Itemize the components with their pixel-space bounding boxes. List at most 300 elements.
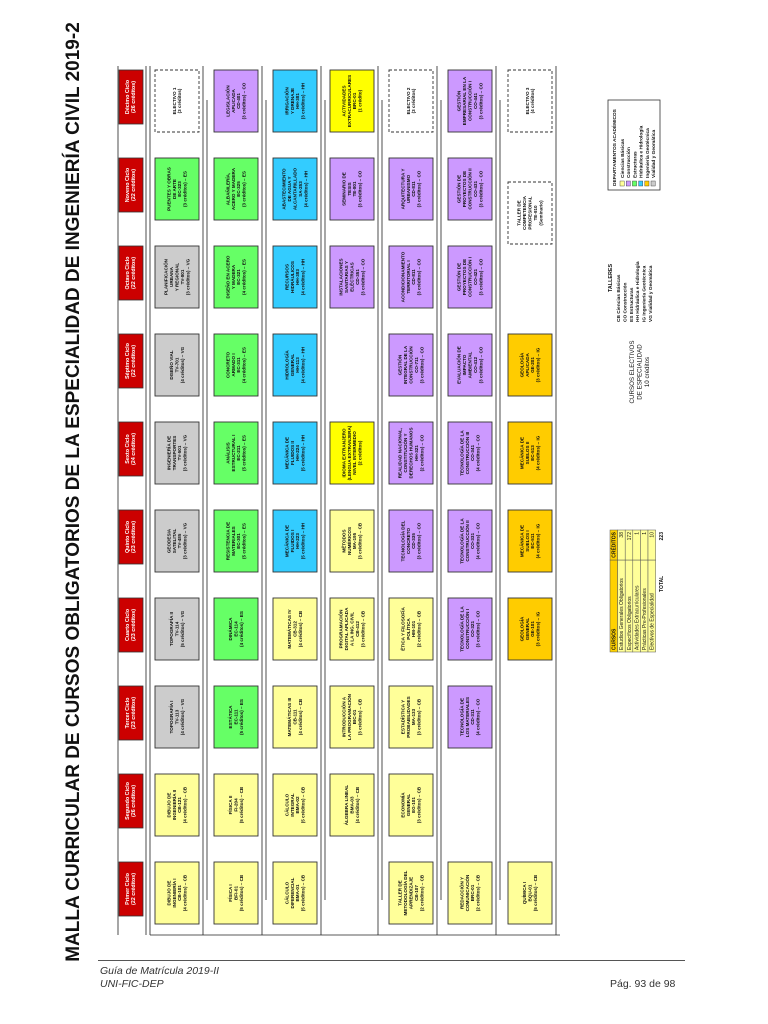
course-box [214, 246, 258, 308]
cycle-header-text: Séptimo Ciclo [124, 343, 131, 379]
course-box-text: Y REGIONAL [174, 262, 180, 292]
cycle-header [119, 246, 143, 300]
course-box [508, 334, 552, 396]
course-box [508, 422, 552, 484]
departamentos-title: DEPARTAMENTOS ACADÉMICOS [613, 109, 618, 186]
course-box [214, 510, 258, 572]
taller-box-text: TALLER DE [516, 200, 522, 226]
course-box-text: GESTIÓN [397, 354, 403, 376]
course-box-text: HH-223 [295, 533, 301, 549]
course-box-text: CONSTRUCCIÓN I [464, 608, 470, 650]
course-box-text: (3 créditos) – HH [300, 82, 306, 120]
departamentos-swatch [651, 181, 655, 186]
course-box-text: (5 créditos) – HH [300, 434, 306, 472]
cycle-header-text: (23 créditos) [131, 608, 138, 642]
course-box-text: CONSTRUCCIÓN I [467, 256, 473, 298]
course-box [214, 598, 258, 660]
course-box-text: TE-801 [352, 181, 358, 197]
course-box-text: BMA-01 [295, 884, 301, 902]
course-box-text: (4 créditos) – CO [475, 434, 481, 472]
course-box-text: LOS MATERIALES [464, 696, 470, 738]
course-box-text: (4 créditos) – VG [179, 346, 185, 384]
course-box-text: (3 créditos) – CO [478, 82, 484, 120]
elective-box [155, 70, 199, 132]
elective-box [508, 70, 552, 132]
taller-box-text: (Seminario) [538, 200, 544, 226]
course-box-text: EMPRESARIAL EN LA [462, 76, 468, 126]
talleres-item: IG Ingeniería Geotécnica [642, 265, 648, 322]
course-box-text: (3 créditos) – VG [185, 258, 191, 296]
course-box [448, 70, 492, 132]
course-box [273, 510, 317, 572]
course-box-text: ELECTIVO 1 [171, 87, 177, 115]
course-box-text: CONSTRUCCIÓN II [464, 520, 470, 562]
course-box-text: CO-412 [472, 356, 478, 374]
departamentos-legend [608, 100, 660, 190]
course-box [389, 246, 433, 308]
electivos-note-text: DE ESPECIALIDAD [636, 344, 644, 400]
cycle-header-text: (24 créditos) [131, 432, 138, 466]
departamentos-swatch [645, 181, 649, 186]
course-box-text: (5 créditos) – CB [238, 874, 244, 912]
course-box-text: (3 créditos) [411, 88, 417, 114]
course-box-text: (4 créditos) – HH [300, 258, 306, 296]
course-box-text: ALBAÑILERÍA, [225, 172, 231, 206]
course-box-text: CONSTITUCIÓN Y [403, 433, 409, 473]
course-box-text: (3 créditos) – CO [478, 258, 484, 296]
course-box-text: MA-133 [411, 708, 417, 726]
course-box-text: EC-513 [530, 445, 536, 461]
course-box-text: (2 créditos) – CB [419, 874, 425, 912]
departamentos-item: Construcción [627, 147, 633, 178]
course-box [330, 686, 374, 748]
course-box [273, 422, 317, 484]
course-box-text: BFI-01 [233, 885, 239, 901]
cycle-header [119, 70, 143, 124]
cycle-header-text: (23 créditos) [131, 696, 138, 730]
course-box-text: MECÁNICA DE [284, 524, 290, 558]
course-box-text: BRC-01 [470, 884, 476, 902]
departamentos-swatch [639, 181, 643, 186]
course-box-text: EG-101 [411, 797, 417, 813]
course-box-text: FÍSICA I [228, 884, 234, 902]
taller-box-text: PROFESIONAL [527, 196, 533, 230]
course-box [155, 862, 199, 924]
course-box-text: GENERAL [524, 617, 530, 641]
course-box-text: (3 créditos) – ES [241, 171, 247, 207]
course-box-text: APRENDIZAJE [408, 876, 414, 910]
course-box-text: TERRITORIAL I [405, 260, 411, 294]
course-box-text: EC-111 [233, 709, 239, 725]
course-box-text: (5 créditos) – VG [179, 610, 185, 648]
course-box-text: ACONDICIONAMIENTO [400, 251, 406, 303]
course-box-text: TV-801 [179, 269, 185, 285]
course-box-text: NUMÉRICOS [346, 526, 352, 556]
course-box-text: TOPOGRAFÍA II [169, 611, 175, 647]
course-box-text: SANITARIAS Y [344, 261, 350, 293]
course-box [508, 510, 552, 572]
cycle-header-text: Segundo Ciclo [124, 782, 131, 820]
course-box-text: TECNOLOGÍA DE LA [459, 518, 465, 564]
course-box-text: CO-711 [413, 357, 419, 373]
course-box-text: (3 créditos) – CO [357, 170, 363, 208]
course-box [448, 158, 492, 220]
course-box-text: PROYECTOS DE [462, 170, 468, 208]
cycle-header-text: Sexto Ciclo [124, 434, 131, 464]
course-box [273, 334, 317, 396]
course-box [389, 686, 433, 748]
course-box-text: HH-224 [295, 445, 301, 461]
course-box-text: HH-381 [295, 93, 301, 109]
course-box-text: CB-121 [177, 797, 183, 813]
course-box-text: AMBIENTAL [467, 351, 473, 379]
credits-total-label: TOTAL [659, 575, 666, 592]
course-box-text: (3 créditos) – CO [478, 170, 484, 208]
course-box [155, 334, 199, 396]
course-box-text: (5 créditos) – ES [238, 699, 244, 735]
course-box-text: CB-312 [292, 621, 298, 637]
course-box-text: (3 créditos) – IG [535, 611, 541, 647]
course-box-text: CD-351 [354, 269, 360, 285]
course-box [155, 774, 199, 836]
course-box-text: (3 créditos) – CB [416, 698, 422, 736]
course-box [214, 686, 258, 748]
course-box-text: MA-195 [352, 532, 358, 550]
course-box-text: BMA-03 [349, 796, 355, 814]
course-box-text: (3 créditos) – CO [475, 610, 481, 648]
course-box-text: TV-113 [174, 709, 180, 725]
course-box-text: BQU-01 [527, 884, 533, 902]
course-box-text: INGENIERÍA I [171, 878, 177, 908]
course-box [389, 510, 433, 572]
course-box-text: CONSTRUCCIÓN II [467, 168, 473, 210]
course-box-text: METODOLOGÍA DEL [403, 870, 409, 916]
course-box-text: (2 créditos) [357, 440, 363, 466]
course-box [155, 246, 199, 308]
course-box-text: CB-111 [292, 709, 298, 725]
course-box-text: INSTALACIONES [338, 258, 344, 296]
course-box-text: PLANIFICACIÓN [163, 259, 169, 295]
course-box-text: ALCANTARILLADO [292, 167, 298, 211]
course-box-text: (3 créditos) – CB [357, 522, 363, 560]
cycle-header [119, 686, 143, 740]
course-box-text: (2 créditos) – CB [475, 874, 481, 912]
course-box-text: CÁLCULO [284, 881, 290, 905]
course-box-text: ÉTICA Y FILOSOFÍA [400, 607, 406, 651]
course-box-text: SUELOS I [524, 530, 530, 552]
course-box-text: FLUIDOS I [289, 529, 295, 553]
course-box-text: PUENTES Y OBRAS [166, 167, 172, 211]
course-box-text: EC-301 [236, 533, 242, 549]
course-box-text: (3 créditos) – CO [416, 170, 422, 208]
course-box-text: APLICADA [230, 89, 236, 113]
course-box-text: LA PROGRAMACIÓN [346, 693, 352, 741]
course-box-text: CB-101 [177, 885, 183, 901]
course-box-text: CO-431 [472, 180, 478, 198]
credits-table [610, 530, 666, 652]
course-box [214, 774, 258, 836]
course-box [330, 422, 374, 484]
course-box-text: QUÍMICA I [522, 881, 528, 905]
course-box-text: REALIDAD NACIONAL, [397, 427, 403, 479]
page-title-text: MALLA CURRICULAR DE CURSOS OBLIGATORIOS DE LA ESPECIALIDAD DE INGENIERÍA CIVIL 2019-2 [63, 22, 85, 962]
credits-table-text: CRÉDITOS [611, 532, 618, 558]
course-box-text: CONSTRUCCIÓN I [467, 80, 473, 122]
course-box-text: DE ARTE [171, 179, 177, 199]
course-box [273, 686, 317, 748]
cycle-header-text: Octavo Ciclo [124, 256, 131, 290]
course-box [214, 862, 258, 924]
course-box-text: ARMADO I [230, 353, 236, 377]
cycle-header [119, 334, 143, 388]
course-box-text: ELECTIVO 3 [524, 87, 530, 115]
course-box-text: HIDRÁULICOS [289, 261, 295, 293]
course-box [155, 158, 199, 220]
cycle-header-text: (23 créditos) [131, 520, 138, 554]
course-box-text: EC-114 [233, 621, 239, 637]
course-box-text: HIDROLOGÍA [284, 350, 290, 380]
course-box-text: GE-201 [530, 357, 536, 373]
course-box [155, 686, 199, 748]
course-box-text: SA-253 [297, 181, 303, 197]
course-box-text: MECÁNICA DE [519, 436, 525, 470]
credits-table-text: 172 [626, 532, 633, 541]
credits-total-value: 223 [659, 532, 666, 541]
course-box [508, 862, 552, 924]
course-box [389, 774, 433, 836]
course-box [155, 598, 199, 660]
course-box [389, 598, 433, 660]
course-box-text: CO-331 [470, 532, 476, 550]
course-box [273, 862, 317, 924]
credits-table-text: Específicos Obligatorios [626, 596, 633, 650]
course-box-text: ARQUITECTURA Y [400, 168, 406, 210]
departamentos-item: Ingeniería Geotécnica [645, 128, 651, 178]
cycle-header-text: Quinto Ciclo [124, 520, 131, 554]
course-box [273, 246, 317, 308]
cycle-header-text: Décimo Ciclo [124, 79, 131, 115]
course-box-text: EC-511 [530, 533, 536, 549]
course-box-text: TV-701 [174, 357, 180, 373]
course-box-text: FLUIDOS II [289, 441, 295, 465]
course-box-text: (4 créditos) – ES [238, 611, 244, 647]
cycle-header [119, 158, 143, 212]
course-box-text: CB-412 [354, 621, 360, 637]
course-box-text: HH-321 [413, 445, 419, 461]
taller-box-text: COMPETENCIA [522, 196, 528, 230]
course-box-text: (3 créditos) – IG [535, 347, 541, 383]
course-box-text: GESTIÓN DE [456, 174, 462, 204]
course-box-text: POLÍTICA [405, 618, 411, 640]
course-box-text: INTEGRAL DE LA [403, 345, 409, 385]
course-box-text: (4 créditos) – CB [297, 698, 303, 736]
course-box-text: (5 créditos) – ES [241, 435, 247, 471]
course-box-text: (3 créditos) – CO [416, 258, 422, 296]
course-box-text: TV-114 [174, 621, 180, 637]
course-box-text: ACERO Y MADERA [230, 167, 236, 211]
cycle-header-text: (22 créditos) [131, 872, 138, 906]
course-box-text: (5 créditos) – CB [238, 786, 244, 824]
course-box-text: (4 créditos) [530, 88, 536, 114]
course-box-text: GEOLOGÍA [519, 352, 525, 378]
course-box-text: (4 créditos) – VG [179, 698, 185, 736]
course-box-text: ECONOMÍA [400, 792, 406, 818]
credits-table-text: 38 [619, 532, 626, 538]
course-box [448, 246, 492, 308]
course-box-text: RESISTENCIA DE [225, 521, 231, 561]
course-box-text: A LA ING. CIVIL [349, 611, 355, 647]
course-box [448, 862, 492, 924]
course-box-text: CO-421 [472, 268, 478, 286]
course-box-text: CB-107 [413, 885, 419, 901]
course-box-text: (5 créditos) – CB [300, 786, 306, 824]
course-box-text: (3 créditos) – CO [360, 258, 366, 296]
course-box [330, 158, 374, 220]
course-box-text: SATELITAL [171, 528, 177, 554]
credits-table-text: 1 [634, 532, 641, 535]
cycle-header-text: Noveno Ciclo [124, 167, 131, 203]
course-box-text: MATERIALES [230, 526, 236, 556]
course-box [389, 158, 433, 220]
course-box-text: FÍSICA II [228, 795, 234, 815]
course-box-text: (3 créditos) – CO [241, 82, 247, 120]
credits-table-text: Actividades Extracurriculares [634, 585, 641, 650]
course-box [330, 598, 374, 660]
credits-table-text: 10 [649, 532, 656, 538]
course-box-text: TECNOLOGÍA DEL [400, 520, 406, 562]
footer-page-number: Pág. 93 de 98 [610, 978, 676, 990]
course-box-text: ELÉCTRICAS [349, 262, 355, 292]
cycle-header [119, 862, 143, 916]
course-box-text: IRRIGACIÓN [284, 87, 290, 115]
course-box-text: BRC-01 [352, 92, 358, 110]
course-box [155, 422, 199, 484]
credits-table-text: CURSOS [611, 628, 618, 650]
cycle-header [119, 774, 143, 828]
course-box-text: TV-485 [177, 533, 183, 549]
course-box-text: CONSTRUCCIÓN [408, 346, 414, 384]
course-box-text: (4 créditos) – CO [475, 522, 481, 560]
course-box-text: FI-204 [233, 798, 239, 812]
departamentos-swatch [620, 181, 624, 186]
course-box-text: (3 créditos) – CB [416, 786, 422, 824]
course-box-text: IMPACTO [462, 354, 468, 376]
course-box-text: GESTIÓN DE [456, 262, 462, 292]
course-box-text: PROBABILIDADES [405, 696, 411, 738]
course-box-text: TECNOLOGÍA DE [459, 697, 465, 737]
course-box-text: CONSTRUCCIÓN III [464, 431, 470, 475]
course-box-text: MATEMÁTICAS IV [287, 609, 293, 649]
course-box-text: COMUNICACIÓN [464, 874, 470, 912]
course-box-text: DE AGUA Y [287, 176, 293, 202]
course-box-text: DERECHOS HUMANOS [408, 427, 414, 479]
course-box-text: REDACCIÓN Y [459, 876, 465, 910]
talleres-item: ES Estructuras [629, 287, 635, 322]
course-box-text: (5 créditos) – HH [300, 522, 306, 560]
cycle-header-text: (22 créditos) [131, 256, 138, 290]
course-box-text: TALLER DE [397, 880, 403, 906]
footer-guide: Guía de Matrícula 2019-II [100, 965, 220, 977]
course-box-text: EC-323 [177, 181, 183, 197]
departamentos-item: Vialidad y Geomática [652, 129, 657, 178]
course-box-text: TOPOGRAFÍA I [169, 700, 175, 734]
course-box-text: EC-321 [236, 269, 242, 285]
course-box-text: MECÁNICA DE [519, 524, 525, 558]
course-box-text: Y MADERA [230, 264, 236, 290]
course-box-text: DIBUJO DE [166, 792, 172, 818]
course-box-text: INTRODUCCIÓN A [341, 696, 347, 738]
cycle-header-text: (22 créditos) [131, 168, 138, 202]
course-box-text: DISEÑO EN ACERO [225, 255, 231, 299]
course-box [214, 422, 258, 484]
course-box-text: (3 créditos) – CO [419, 346, 425, 384]
course-box-text: ESTRUCTURAL I [230, 434, 236, 472]
course-box-text: DINÁMICA [228, 617, 234, 641]
course-box-text: (4 créditos) – CO [475, 698, 481, 736]
course-box-text: CD-401 [236, 93, 242, 109]
course-box-text: TECNOLOGÍA DE LA [459, 430, 465, 476]
course-box-text: TESIS [346, 182, 352, 196]
course-box-text: MÉTODOS [341, 529, 347, 553]
course-box-text: APLICADA [524, 353, 530, 377]
course-box-text: CD-811 [411, 269, 417, 285]
course-box-text: ESTADÍSTICA Y [400, 699, 406, 735]
course-box [273, 158, 317, 220]
elective-box [389, 70, 433, 132]
taller-box-text: TE-910 [532, 205, 538, 221]
footer-divider [98, 960, 685, 961]
electivos-note-text: CURSOS ELECTIVOS [629, 340, 637, 404]
course-box-text: (1 crédito) [357, 89, 363, 113]
credits-table-text: Prácticas Pre-Profesionales [642, 588, 648, 650]
course-box-text: IDIOMA EXTRANJERO [341, 428, 347, 478]
course-box-text: (2 créditos) – CB [416, 610, 422, 648]
departamentos-swatch [632, 181, 636, 186]
departamentos-item: Hidráulica e Hidrología [639, 125, 645, 178]
course-box-text: INTEGRAL [289, 793, 295, 817]
credits-table-text: Estudios Generales Obligatorios [619, 578, 626, 650]
course-box-text: (3 créditos) [177, 88, 183, 114]
course-box-text: TV-501 [177, 445, 183, 461]
cycle-header [119, 510, 143, 564]
course-box-text: (LENGUA EXTRANJERA) [346, 425, 352, 481]
course-box-text: DISEÑO VIAL [169, 350, 175, 380]
course-box-text: (5 créditos) – CB [532, 874, 538, 912]
course-box-text: (3 créditos) – VG [182, 522, 188, 560]
talleres-item: CB Ciencias Básicas [617, 274, 622, 322]
course-box-text: EVALUACIÓN DE [456, 346, 462, 384]
course-box [389, 334, 433, 396]
course-box-text: GEOLOGÍA [519, 616, 525, 642]
course-box [508, 598, 552, 660]
course-box-text: CONCRETO [225, 351, 231, 379]
course-box-text: DIGITAL APLICADA [344, 607, 350, 651]
course-box-text: ÁLGEBRA LINEAL [344, 784, 350, 826]
course-box-text: (3 créditos) – ES [182, 171, 188, 207]
course-box-text: DIBUJO DE [166, 880, 172, 906]
course-box-text: EC-211 [236, 445, 242, 461]
course-box [155, 510, 199, 572]
course-box-text: (4 créditos) – HH [303, 170, 309, 208]
course-box [273, 70, 317, 132]
course-box-text: GE-101 [530, 621, 536, 637]
course-box-text: URBANISMO [405, 174, 411, 204]
course-box-text: URBANA [169, 267, 175, 287]
course-box-text: CD-311 [470, 709, 476, 725]
course-box-text: MECÁNICA DE [284, 436, 290, 470]
footer-org: UNI-FIC-DEP [100, 978, 164, 990]
course-box-text: (4 créditos) – CB [354, 786, 360, 824]
